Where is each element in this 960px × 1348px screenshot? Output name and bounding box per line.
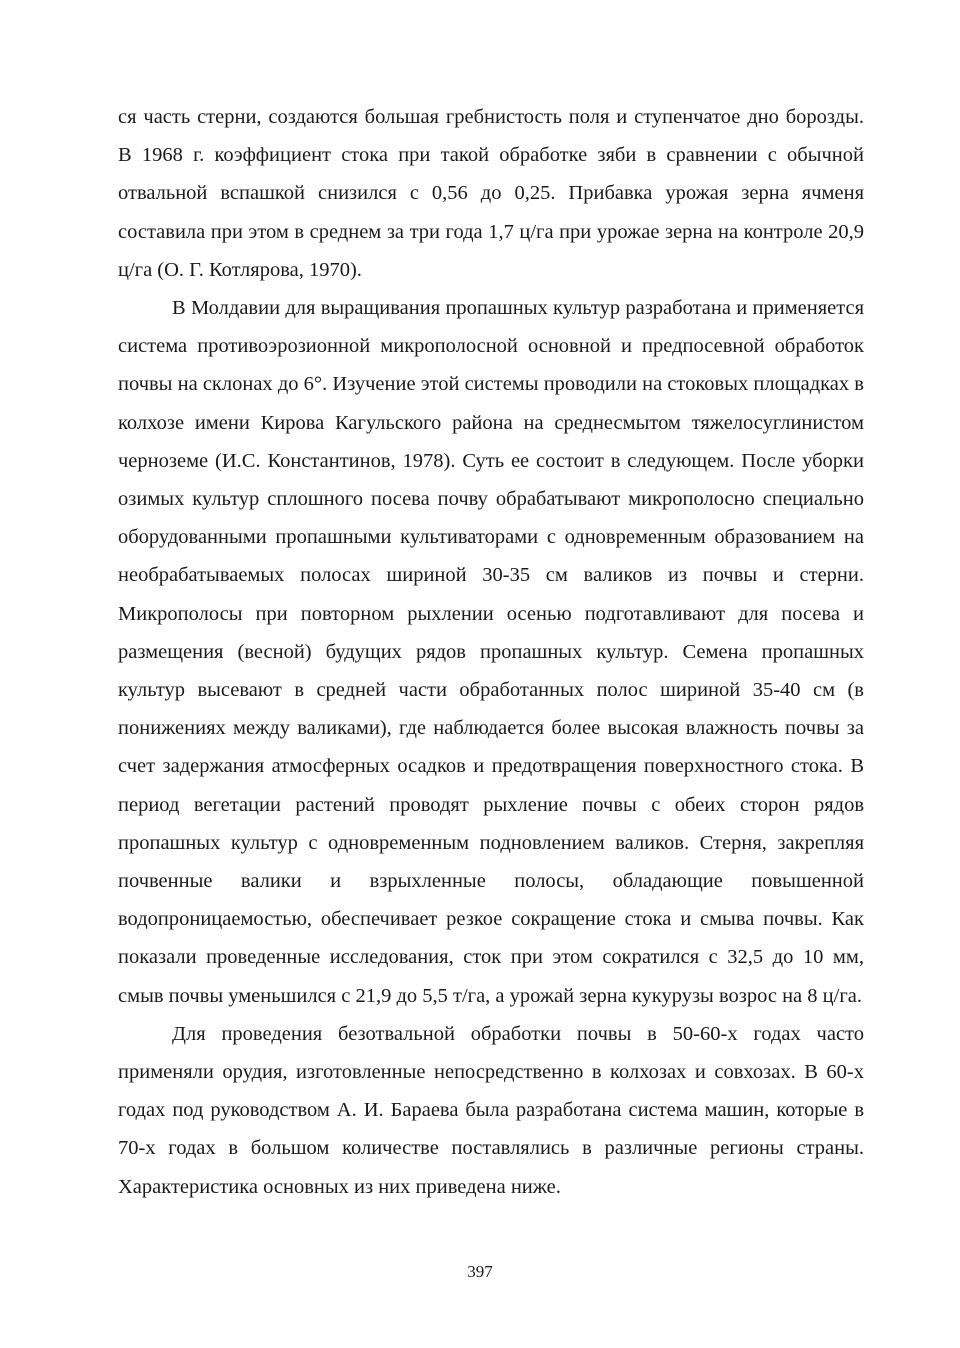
paragraph-moldova-system: В Молдавии для выращивания пропашных культур разработана и применяется система противоэрозионной микрополосной основной и предпосевной обработок почвы на склонах до 6°. Изучение этой системы проводили на стоковых площадках в колхозе имени Кирова Кагульского района на среднесмытом тяжелосуглинистом черноземе (И.С. Константинов, 1978). Суть ее состоит в следующем. После уборки озимых культур сплошного посева почву обрабатывают микрополосно специально оборудованными пропашными культиваторами с одновременным образованием на необрабатываемых полосах шириной 30-35 см валиков из почвы и стерни. Микрополосы при повторном рыхлении осенью подготавливают для посева и размещения (весной) будущих рядов пропашных культур. Семена пропашных культур высевают в средней части обработанных полос шириной 35-40 см (в понижениях между валиками), где наблюдается более высокая влажность почвы за счет задержания атмосферных осадков и предотвращения поверхностного стока. В период вегетации растений проводят рыхление почвы с обеих сторон рядов пропашных культур с одновременным подновлением валиков. Стерня, закрепляя почвенные валики и взрыхленные полосы, обладающие повышенной водопроницаемостью, обеспечивает резкое сокращение стока и смыва почвы. Как показали проведенные исследования, сток при этом сократился с 32,5 до 10 мм, смыв почвы уменьшился с 21,9 до 5,5 т/га, а урожай зерна кукурузы возрос на 8 ц/га. [118,297,864,1007]
page-number: 397 [467,1262,493,1281]
paragraph-continuation: ся часть стерни, создаются большая гребнистость поля и ступенчатое дно борозды. В 1968 г. коэффициент стока при такой обработке зяби в сравнении с обычной отвальной вспашкой снизился с 0,56 до 0,25. Прибавка урожая зерна ячменя составила при этом в среднем за три года 1,7 ц/га при урожае зерна на контроле 20,9 ц/га (О. Г. Котлярова, 1970). [118,106,864,281]
body-text [118,98,864,1206]
paragraph-machinery: Для проведения безотвальной обработки почвы в 50-60-х годах часто применяли орудия, изготовленные непосредственно в колхозах и совхозах. В 60-х годах под руководством А. И. Бараева была разработана система машин, которые в 70-х годах в большом количестве поставлялись в различные регионы страны. Характеристика основных из них приведена ниже. [118,1022,864,1198]
